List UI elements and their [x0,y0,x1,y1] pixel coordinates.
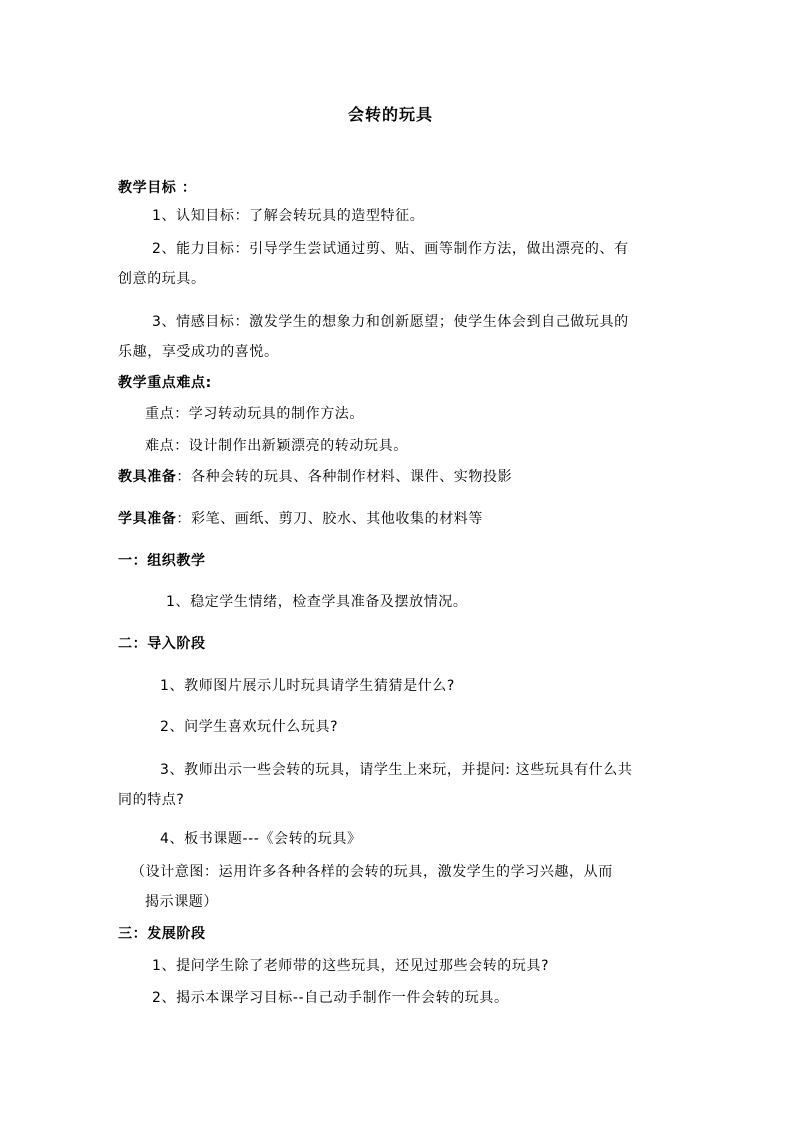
section-2-heading: 二：导入阶段 [118,636,206,652]
section-2-item-4: 4、板书课题---《会转的玩具》 [160,831,362,847]
teacher-prep-text: ：各种会转的玩具、各种制作材料、课件、实物投影 [176,469,513,485]
page-title: 会转的玩具 [348,105,434,124]
student-prep-label: 学具准备 [118,511,177,527]
section-1-item-1: 1、稳定学生情绪，检查学具准备及摆放情况。 [166,594,468,610]
section-2-item-3-line-1: 3、教师出示一些会转的玩具，请学生上来玩，并提问: 这些玩具有什么共 [160,762,633,778]
objective-item-2-line-1: 2、能力目标：引导学生尝试通过剪、贴、画等制作方法，做出漂亮的、有 [152,241,629,257]
objective-item-3-line-1: 3、情感目标：激发学生的想象力和创新愿望；使学生体会到自己做玩具的 [152,314,629,330]
keypoints-heading: 教学重点难点: [118,375,212,391]
section-1-heading: 一：组织教学 [118,553,206,569]
section-2-item-1: 1、教师图片展示儿时玩具请学生猜猜是什么? [160,678,455,694]
section-3-item-2: 2、揭示本课学习目标--自己动手制作一件会转的玩具。 [152,990,509,1006]
objective-item-2-line-2: 创意的玩具。 [118,271,206,287]
design-note-line-2: 揭示课题） [145,894,218,910]
keypoint-focus: 重点：学习转动玩具的制作方法。 [145,406,364,422]
section-3-heading: 三：发展阶段 [118,926,206,942]
design-note-line-1: （设计意图：运用许多各种各样的会转的玩具，激发学生的学习兴趣，从而 [131,864,613,880]
objective-item-1: 1、认知目标：了解会转玩具的造型特征。 [152,208,425,224]
section-2-item-2: 2、问学生喜欢玩什么玩具? [160,719,339,735]
keypoint-difficulty: 难点：设计制作出新颖漂亮的转动玩具。 [145,438,408,454]
objectives-heading: 教学目标 ： [118,180,197,196]
teacher-prep [118,467,512,487]
student-prep-text: ：彩笔、画纸、剪刀、胶水、其他收集的材料等 [176,511,484,527]
student-prep [118,509,483,529]
section-3-item-1: 1、提问学生除了老师带的这些玩具，还见过那些会转的玩具? [152,958,550,974]
section-2-item-3-line-2: 同的特点? [118,792,185,808]
teacher-prep-label: 教具准备 [118,469,177,485]
objective-item-3-line-2: 乐趣，享受成功的喜悦。 [118,344,279,360]
